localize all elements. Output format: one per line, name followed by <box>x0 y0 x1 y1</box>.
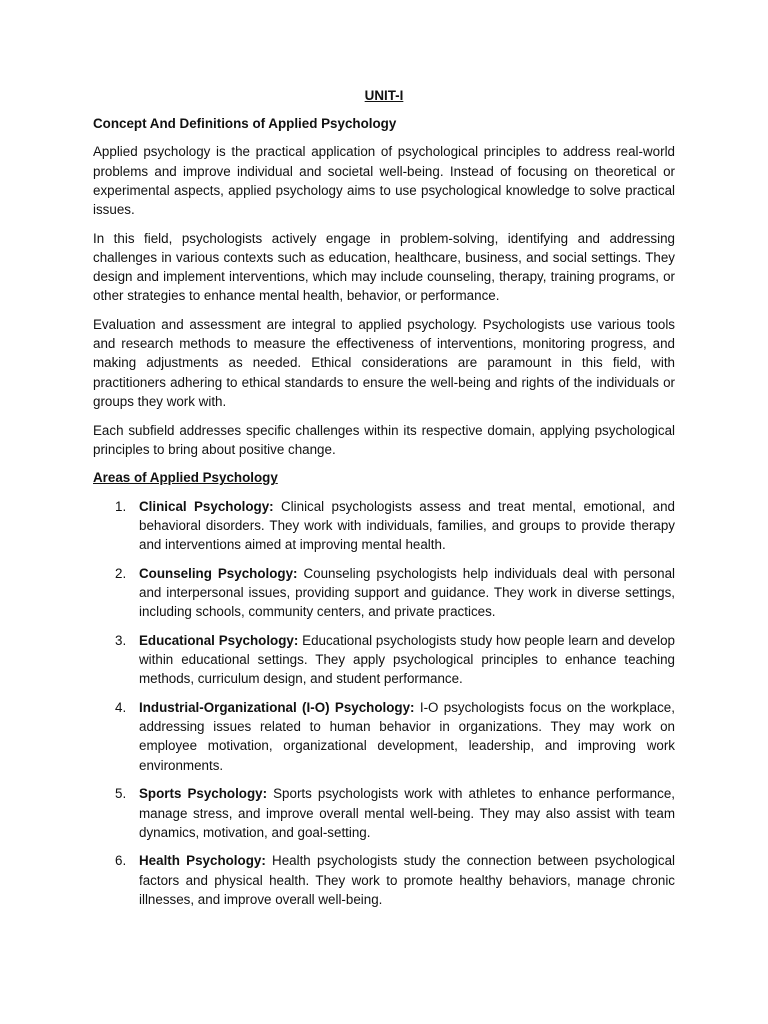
areas-list <box>93 497 675 909</box>
list-number: 3. <box>115 632 127 648</box>
list-text: Educational psychologists study how people learn and develop within educational settings. They apply psychological principles to enhance teaching methods, curriculum design, and student performance. <box>139 632 675 687</box>
paragraph-evaluation: Evaluation and assessment are integral to applied psychology. Psychologists use various tools and research methods to measure the effectiveness of interventions, monitoring progress, and making adjustments as needed. Ethical considerations are paramount in this field, with practitioners adhering to ethical standards to ensure the well-being and rights of the individuals or groups they work with. <box>93 317 675 409</box>
list-item-industrial <box>93 698 675 775</box>
list-text: Health psychologists study the connection between psychological factors and physical health. They work to promote healthy behaviors, manage chronic illnesses, and improve overall well-being. <box>139 853 675 907</box>
section-heading: Concept And Definitions of Applied Psychology <box>93 116 397 132</box>
list-number: 4. <box>115 699 127 715</box>
list-text: Counseling psychologists help individuals deal with personal and interpersonal issues, providing support and guidance. They work in diverse settings, including schools, community centers, and private practices. <box>139 565 675 620</box>
list-number: 5. <box>115 786 127 802</box>
paragraph-field: In this field, psychologists actively engage in problem-solving, identifying and addressing challenges in various contexts such as education, healthcare, business, and social settings. They design and implement interventions, which may include counseling, therapy, training programs, or other strategies to enhance mental health, behavior, or performance. <box>93 230 675 304</box>
list-item-educational <box>93 631 675 689</box>
list-term: Sports Psychology: <box>139 786 268 802</box>
areas-heading: Areas of Applied Psychology <box>93 470 278 486</box>
list-term: Counseling Psychology: <box>139 565 298 581</box>
list-number: 2. <box>115 565 127 581</box>
list-term: Health Psychology: <box>139 853 266 869</box>
list-term: Clinical Psychology: <box>139 498 274 514</box>
list-term: Educational Psychology: <box>139 632 299 648</box>
list-item-sports <box>93 784 675 842</box>
list-term: Industrial-Organizational (I-O) Psychology: <box>139 699 415 715</box>
list-text: Sports psychologists work with athletes to enhance performance, manage stress, and improve overall mental well-being. They may also assist with team dynamics, motivation, and goal-setting. <box>139 786 675 840</box>
list-item-counseling <box>93 564 675 622</box>
paragraph-intro: Applied psychology is the practical application of psychological principles to address real-world problems and improve individual and societal well-being. Instead of focusing on theoretical or experimental aspects, applied psychology aims to use psychological knowledge to solve practical issues. <box>93 144 675 218</box>
list-item-health <box>93 851 675 909</box>
paragraph-subfield: Each subfield addresses specific challenges within its respective domain, applying psychological principles to bring about positive change. <box>93 422 675 457</box>
list-item-clinical <box>93 497 675 555</box>
list-text: Clinical psychologists assess and treat mental, emotional, and behavioral disorders. They work with individuals, families, and groups to provide therapy and interventions aimed at improving mental health. <box>139 498 675 553</box>
document-page <box>93 86 675 919</box>
unit-title: UNIT-I <box>364 88 404 103</box>
list-text: I-O psychologists focus on the workplace, addressing issues related to human behavior in organizations. They may work on employee motivation, organizational development, leadership, and improving work environments. <box>139 699 675 773</box>
list-number: 1. <box>115 498 127 514</box>
list-number: 6. <box>115 853 127 869</box>
